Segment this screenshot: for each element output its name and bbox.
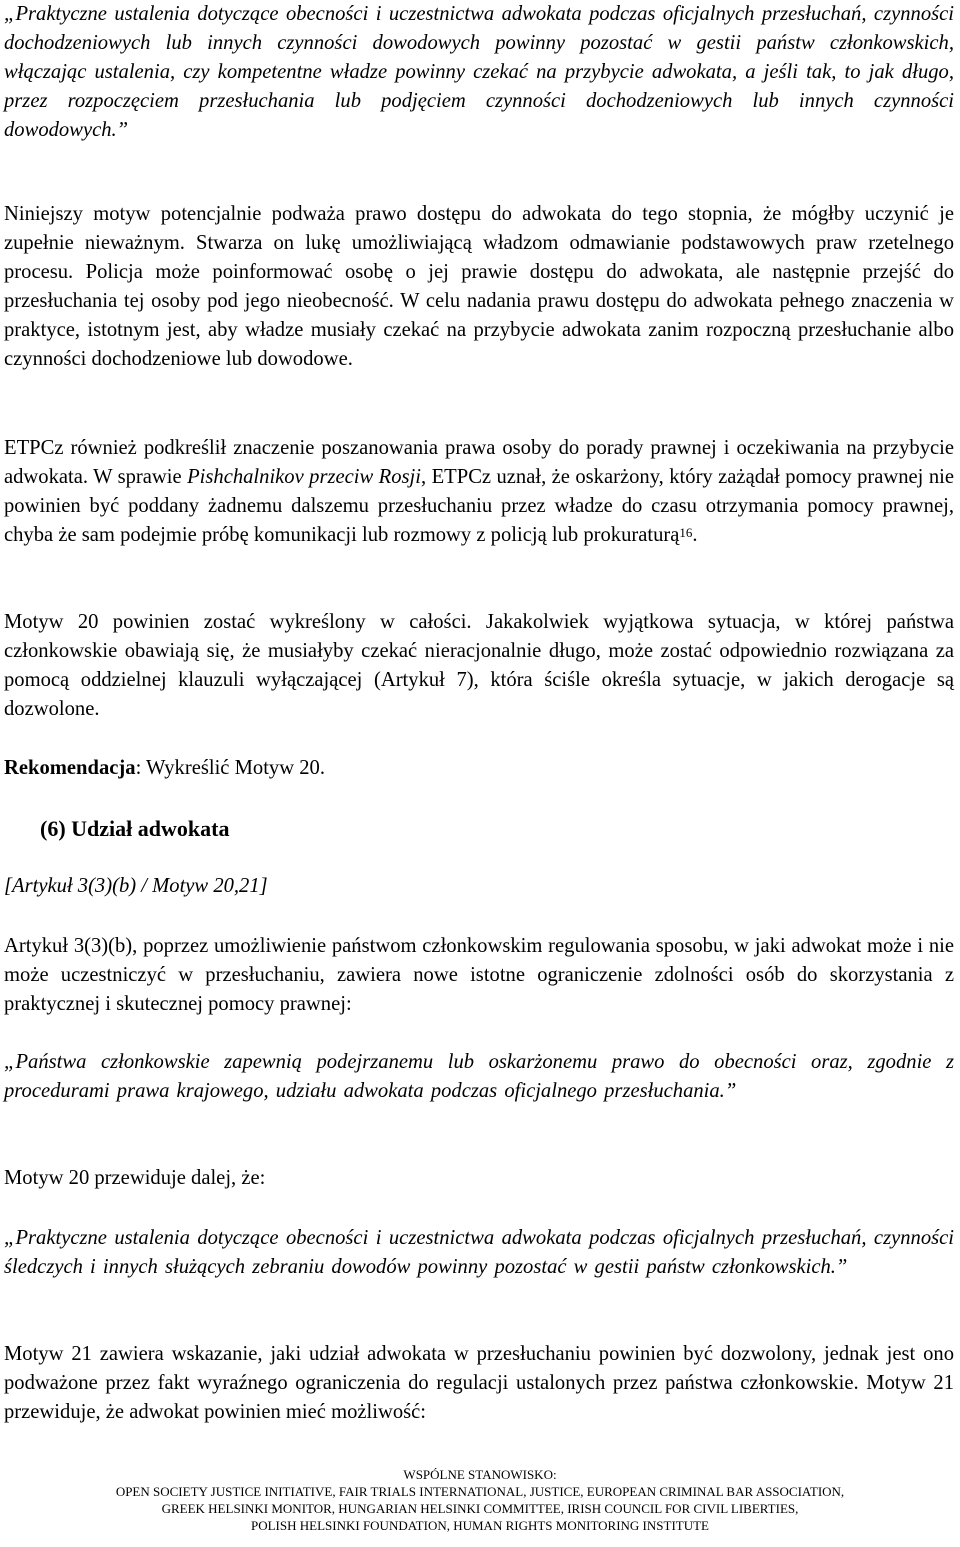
recommendation [4,754,954,783]
footer-organizations-line-2: GREEK HELSINKI MONITOR, HUNGARIAN HELSINKI COMMITTEE, IRISH COUNCIL FOR CIVIL LIBERTIES, [161,1501,799,1516]
section-heading: (6) Udział adwokata [40,816,230,841]
footer-organizations-line-1: OPEN SOCIETY JUSTICE INITIATIVE, FAIR TRIALS INTERNATIONAL, JUSTICE, EUROPEAN CRIMINAL BAR ASSOCIATION, [115,1484,845,1499]
recommendation-text: : Wykreślić Motyw 20. [135,757,325,779]
recital-quote: „Praktyczne ustalenia dotyczące obecności i uczestnictwa adwokata podczas oficjalnych przesłuchań, czynności śledczych i innych służących zebraniu dowodów powinny pozostać w gestii państw członkowskich.” [4,1227,954,1278]
echr-text-after: , ETPCz uznał, że oskarżony, który zażądał pomocy prawnej nie powinien być poddany żadnemu dalszemu przesłuchaniu przez władze do czasu otrzymania pomocy prawnej, chyba że sam podejmie próbę komunikacji lub rozmowy z policją lub prokuraturą [4,466,954,546]
footnote-marker[interactable]: 16 [679,525,693,540]
echr-text-before: ETPCz również podkreślił znaczenie poszanowania prawa osoby do porady prawnej i oczekiwania na przybycie adwokata. W sprawie [4,437,954,488]
quoted-recital-paragraph: „Praktyczne ustalenia dotyczące obecności i uczestnictwa adwokata podczas oficjalnych przesłuchań, czynności dochodzeniowych lub innych czynności dowodowych powinny pozostać w gestii państw członkowskich, włączając ustalenia, czy kompetentne władze powinny czekać na przybycie adwokata, a jeśli tak, to jak długo, przez rozpoczęciem przesłuchania lub podjęciem czynności dochodzeniowych lub innych czynności dowodowych.” [4,3,954,141]
case-name: Pishchalnikov przeciw Rosji [187,466,421,488]
footer-title: WSPÓLNE STANOWISKO: [403,1467,557,1482]
echr-paragraph [4,434,954,550]
analysis-paragraph: Niniejszy motyw potencjalnie podważa prawo dostępu do adwokata do tego stopnia, że mógłby uczynić je zupełnie nieważnym. Stwarza on lukę umożliwiającą władzom odmawianie podstawowych praw rzetelnego procesu. Policja może poinformować osobę o jej prawie dostępu do adwokata, ale następnie przejść do przesłuchania tej osoby pod jego nieobecność. W celu nadania prawu dostępu do adwokata pełnego znaczenia w praktyce, istotnym jest, aby władze musiały czekać na przybycie adwokata zanim rozpoczną przesłuchanie albo czynności dochodzeniowe lub dowodowe. [4,203,954,370]
deletion-paragraph: Motyw 20 powinien zostać wykreślony w całości. Jakakolwiek wyjątkowa sytuacja, w której państwa członkowskie obawiają się, że musiałyby czekać nieracjonalnie długo, może zostać odpowiednio rozwiązana za pomocą oddzielnej klauzuli wyłączającej (Artykuł 7), która ściśle określa sytuacje, w jakich derogacje są dozwolone. [4,611,954,720]
recital-intro: Motyw 20 przewiduje dalej, że: [4,1167,266,1189]
echr-text-end: . [692,524,698,546]
section-reference: [Artykuł 3(3)(b) / Motyw 20,21] [4,875,268,897]
recital-21-paragraph: Motyw 21 zawiera wskazanie, jaki udział adwokata w przesłuchaniu powinien być dozwolony, jednak jest ono podważone przez fakt wyraźnego ograniczenia do regulacji ustalonych przez państwa członkowskie. Motyw 21 przewiduje, że adwokat powinien mieć możliwość: [4,1343,954,1423]
article-quote: „Państwa członkowskie zapewnią podejrzanemu lub oskarżonemu prawo do obecności oraz, zgodnie z procedurami prawa krajowego, udziału adwokata podczas oficjalnego przesłuchania.” [4,1051,954,1102]
recommendation-label: Rekomendacja [4,757,136,779]
footer-organizations-line-3: POLISH HELSINKI FOUNDATION, HUMAN RIGHTS MONITORING INSTITUTE [251,1518,709,1533]
page-footer [0,1466,960,1534]
article-paragraph: Artykuł 3(3)(b), poprzez umożliwienie państwom członkowskim regulowania sposobu, w jaki adwokat może i nie może uczestniczyć w przesłuchaniu, zawiera nowe istotne ograniczenie zdolności osób do skorzystania z praktycznej i skutecznej pomocy prawnej: [4,935,954,1015]
